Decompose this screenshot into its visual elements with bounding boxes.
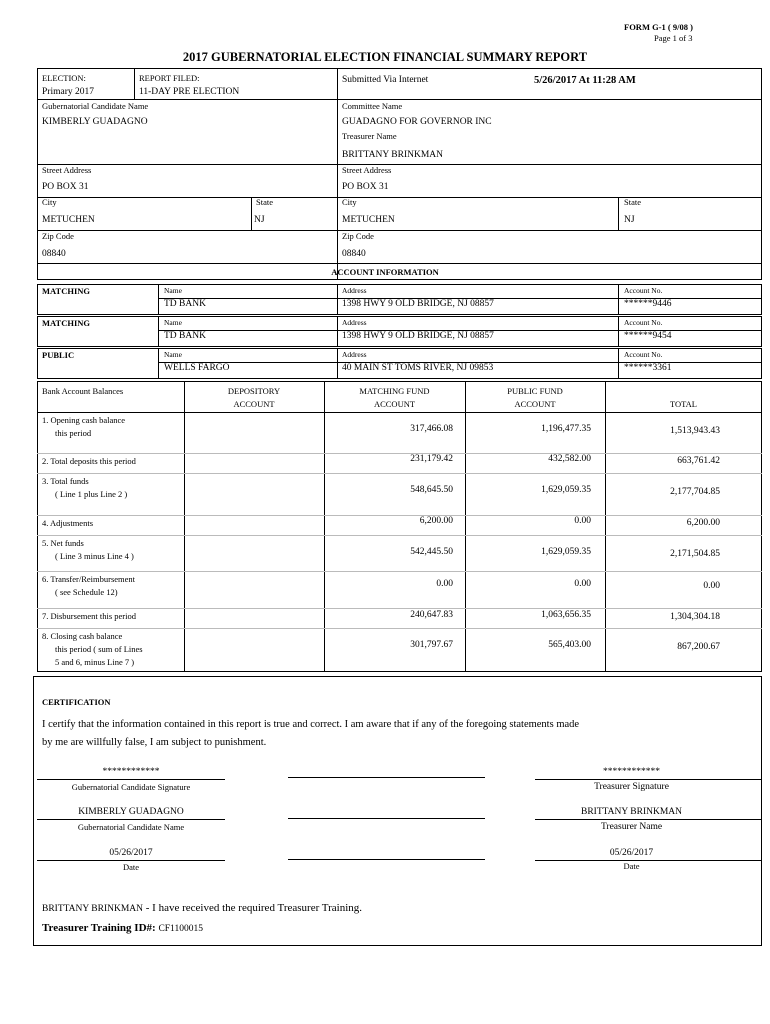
public-fund-value: 1,063,656.35 — [541, 610, 591, 620]
balance-line-label: 6. Transfer/Reimbursement — [42, 574, 136, 584]
submitted-datetime: 5/26/2017 At 11:28 AM — [534, 75, 636, 86]
report-filed-value: 11-DAY PRE ELECTION — [139, 87, 240, 97]
account-number-label: Account No. — [624, 286, 663, 295]
committee-name-label: Committee Name — [342, 101, 403, 111]
depository-header-2: ACCOUNT — [233, 399, 275, 409]
report-filed-label: REPORT FILED: — [139, 73, 200, 83]
committee-zip-label: Zip Code — [342, 231, 374, 241]
candidate-name: KIMBERLY GUADAGNO — [42, 117, 148, 127]
treasurer-date-label: Date — [623, 861, 640, 871]
public-header-1: PUBLIC FUND — [507, 386, 563, 396]
candidate-street-label: Street Address — [42, 165, 92, 175]
total-value: 663,761.42 — [677, 456, 720, 466]
account-number-label: Account No. — [624, 318, 663, 327]
candidate-state: NJ — [254, 215, 265, 225]
election-label: ELECTION: — [42, 73, 86, 83]
account-type: MATCHING — [42, 318, 91, 328]
public-fund-value: 1,629,059.35 — [541, 485, 591, 495]
election-value: Primary 2017 — [42, 87, 94, 97]
certification-heading: CERTIFICATION — [42, 697, 111, 707]
training-statement — [42, 902, 362, 914]
account-address: 40 MAIN ST TOMS RIVER, NJ 09853 — [342, 363, 494, 373]
public-fund-value: 0.00 — [574, 516, 591, 526]
public-header-2: ACCOUNT — [514, 399, 556, 409]
candidate-zip-label: Zip Code — [42, 231, 74, 241]
balance-line-sublabel: ( Line 3 minus Line 4 ) — [55, 551, 134, 561]
committee-street-label: Street Address — [342, 165, 392, 175]
candidate-date-label: Date — [122, 862, 140, 872]
matching-fund-value: 317,466.08 — [410, 424, 453, 434]
total-value: 2,177,704.85 — [670, 487, 720, 497]
matching-fund-value: 6,200.00 — [419, 516, 453, 526]
account-address-label: Address — [342, 318, 367, 327]
matching-fund-value: 542,445.50 — [410, 547, 453, 557]
committee-zip: 08840 — [342, 249, 366, 259]
candidate-printed-name: KIMBERLY GUADAGNO — [78, 807, 184, 817]
candidate-date: 05/26/2017 — [109, 848, 153, 858]
account-name-label: Name — [164, 286, 182, 295]
account-address-label: Address — [342, 350, 367, 359]
training-id — [42, 922, 203, 934]
account-number: ******9454 — [624, 331, 672, 341]
certification-line-2: by me are willfully false, I am subject to punishment. — [42, 737, 267, 748]
training-id-value: CF1100015 — [158, 924, 203, 934]
account-name-label: Name — [164, 318, 182, 327]
account-bank-name: TD BANK — [164, 299, 206, 309]
page-number: Page 1 of 3 — [654, 33, 693, 43]
training-text: - I have received the required Treasurer Training. — [145, 902, 363, 914]
public-fund-value: 1,629,059.35 — [541, 547, 591, 557]
total-value: 6,200.00 — [686, 518, 720, 528]
total-value: 1,304,304.18 — [670, 612, 720, 622]
candidate-signature-label: Gubernatorial Candidate Signature — [71, 782, 191, 792]
matching-fund-value: 0.00 — [436, 579, 453, 589]
treasurer-printed-name: BRITTANY BRINKMAN — [580, 807, 682, 817]
account-type: PUBLIC — [42, 350, 75, 360]
account-type: MATCHING — [42, 286, 91, 296]
treasurer-name: BRITTANY BRINKMAN — [342, 150, 444, 160]
balance-line-label: 7. Disbursement this period — [42, 611, 136, 621]
balance-line-sublabel: ( Line 1 plus Line 2 ) — [55, 489, 128, 499]
treasurer-name-label: Treasurer Name — [342, 131, 397, 141]
account-address-label: Address — [342, 286, 367, 295]
training-id-label: Treasurer Training ID#: — [42, 922, 156, 934]
account-bank-name: TD BANK — [164, 331, 206, 341]
public-fund-value: 0.00 — [574, 579, 591, 589]
matching-header-2: ACCOUNT — [373, 399, 416, 409]
treasurer-signature: ************ — [603, 767, 660, 777]
candidate-state-label: State — [256, 197, 273, 207]
form-id: FORM G-1 ( 9/08 ) — [624, 22, 693, 32]
total-value: 0.00 — [703, 581, 720, 591]
balance-line-sublabel-2: 5 and 6, minus Line 7 ) — [55, 657, 135, 667]
candidate-signature: ************ — [102, 767, 160, 777]
candidate-zip: 08840 — [42, 249, 66, 259]
balance-line-label: 4. Adjustments — [42, 518, 94, 528]
total-value: 867,200.67 — [677, 642, 720, 652]
total-value: 1,513,943.43 — [670, 426, 720, 436]
candidate-name-label: Gubernatorial Candidate Name — [42, 101, 149, 111]
treasurer-name-field-label: Treasurer Name — [600, 822, 663, 832]
matching-fund-value: 240,647.83 — [410, 610, 453, 620]
committee-state: NJ — [624, 215, 635, 225]
balance-line-sublabel: this period — [55, 428, 92, 438]
committee-state-label: State — [624, 197, 641, 207]
account-number-label: Account No. — [624, 350, 663, 359]
balance-line-label: 8. Closing cash balance — [42, 631, 123, 641]
public-fund-value: 432,582.00 — [548, 454, 591, 464]
committee-city: METUCHEN — [342, 215, 395, 225]
balance-line-label: 5. Net funds — [42, 538, 84, 548]
matching-header-1: MATCHING FUND — [359, 386, 430, 396]
candidate-street: PO BOX 31 — [42, 182, 89, 192]
candidate-city-label: City — [42, 197, 57, 207]
total-value: 2,171,504.85 — [670, 549, 720, 559]
account-bank-name: WELLS FARGO — [164, 363, 230, 373]
balance-line-label: 3. Total funds — [42, 476, 89, 486]
depository-header-1: DEPOSITORY — [227, 386, 281, 396]
account-number: ******9446 — [624, 299, 672, 309]
balance-line-sublabel: ( see Schedule 12) — [55, 587, 118, 597]
matching-fund-value: 231,179.42 — [410, 454, 453, 464]
candidate-name-field-label: Gubernatorial Candidate Name — [77, 822, 185, 832]
balances-col-label: Bank Account Balances — [42, 386, 124, 396]
treasurer-signature-label: Treasurer Signature — [594, 782, 669, 792]
balance-line-sublabel: this period ( sum of Lines — [55, 644, 143, 654]
account-name-label: Name — [164, 350, 182, 359]
candidate-city: METUCHEN — [42, 215, 95, 225]
total-header: TOTAL — [669, 399, 698, 409]
committee-name: GUADAGNO FOR GOVERNOR INC — [342, 117, 492, 127]
account-number: ******3361 — [624, 363, 672, 373]
certification-line-1: I certify that the information contained in this report is true and correct. I am aware that if any of the foregoing statements made — [42, 719, 580, 730]
balance-line-label: 2. Total deposits this period — [42, 456, 136, 466]
training-treasurer-name: BRITTANY BRINKMAN — [42, 904, 144, 914]
account-address: 1398 HWY 9 OLD BRIDGE, NJ 08857 — [342, 331, 494, 341]
page-title: 2017 GUBERNATORIAL ELECTION FINANCIAL SUMMARY REPORT — [182, 50, 588, 64]
matching-fund-value: 301,797.67 — [410, 640, 453, 650]
treasurer-date: 05/26/2017 — [609, 848, 654, 858]
account-info-heading: ACCOUNT INFORMATION — [331, 267, 439, 277]
submitted-text: Submitted Via Internet — [342, 75, 429, 85]
public-fund-value: 1,196,477.35 — [541, 424, 591, 434]
matching-fund-value: 548,645.50 — [410, 485, 453, 495]
balance-line-label: 1. Opening cash balance — [42, 415, 126, 425]
public-fund-value: 565,403.00 — [548, 640, 591, 650]
committee-street: PO BOX 31 — [342, 182, 389, 192]
committee-city-label: City — [342, 197, 357, 207]
account-address: 1398 HWY 9 OLD BRIDGE, NJ 08857 — [342, 299, 494, 309]
